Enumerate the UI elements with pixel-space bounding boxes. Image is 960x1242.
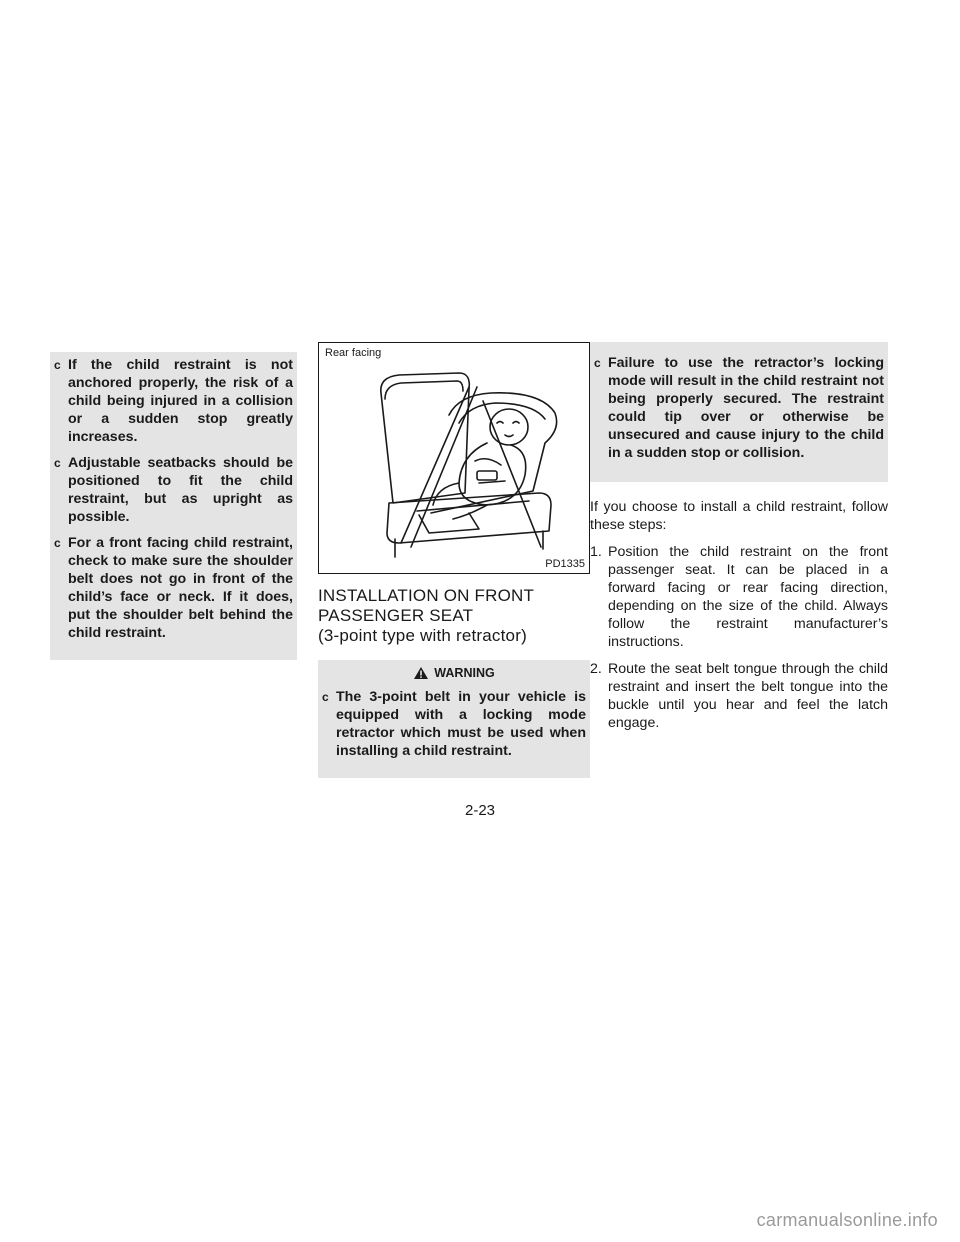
warning-continued-box [590,342,888,482]
bullet-text: For a front facing child restraint, check to make sure the shoulder belt does not go in front of the child’s face or neck. If it does, put the shoulder belt behind the child restraint. [68,535,293,641]
warning-triangle-icon [413,666,429,680]
bullet-item [50,454,297,526]
warning-header [318,666,590,680]
bullet-mark: c [322,690,329,704]
bullet-item [590,354,888,462]
bullet-text: If the child restraint is not anchored properly, the risk of a child being injured in a collision or a sudden stop greatly increases. [68,357,293,445]
left-column [50,352,297,660]
rear-facing-seat-figure [318,342,590,574]
bullet-item [318,688,590,760]
warning-box [318,660,590,778]
figure-code: PD1335 [545,558,585,570]
bullet-mark: c [54,536,61,550]
section-heading [318,586,590,646]
step-item [590,660,888,732]
step-number: 2. [590,661,602,677]
middle-column [318,342,590,778]
right-column [590,342,888,741]
bullet-item [50,356,297,446]
bullet-text: Failure to use the retractor’s locking mode will result in the child restraint not being properly secured. The restraint could tip over or otherwise be unsecured and cause injury to the child in a sudden stop or collision. [608,355,884,461]
intro-paragraph: If you choose to install a child restraint, follow these steps: [590,499,888,533]
child-seat-illustration [319,343,589,573]
figure-caption: Rear facing [325,347,382,359]
bullet-text: Adjustable seatbacks should be positioned to fit the child restraint, but as upright as possible. [68,455,293,525]
step-item [590,543,888,651]
caution-box [50,352,297,660]
step-text: Route the seat belt tongue through the child restraint and insert the belt tongue into the buckle until you hear and feel the latch engage. [608,661,888,731]
watermark-text: carmanualsonline.info [756,1210,938,1230]
heading-line: (3-point type with retractor) [318,626,527,645]
heading-line: INSTALLATION ON FRONT [318,586,535,605]
page-number: 2-23 [464,802,496,819]
step-text: Position the child restraint on the front passenger seat. It can be placed in a forward facing or rear facing direction, depending on the size of the child. Always follow the restraint manufacturer’s instructions. [608,544,888,650]
bullet-mark: c [54,456,61,470]
bullet-mark: c [594,356,601,370]
bullet-text: The 3-point belt in your vehicle is equipped with a locking mode retractor which must be used when installing a child restraint. [336,689,586,759]
bullet-mark: c [54,358,61,372]
heading-line: PASSENGER SEAT [318,606,474,625]
warning-label: WARNING [434,666,495,680]
bullet-item [50,534,297,642]
step-number: 1. [590,544,602,560]
